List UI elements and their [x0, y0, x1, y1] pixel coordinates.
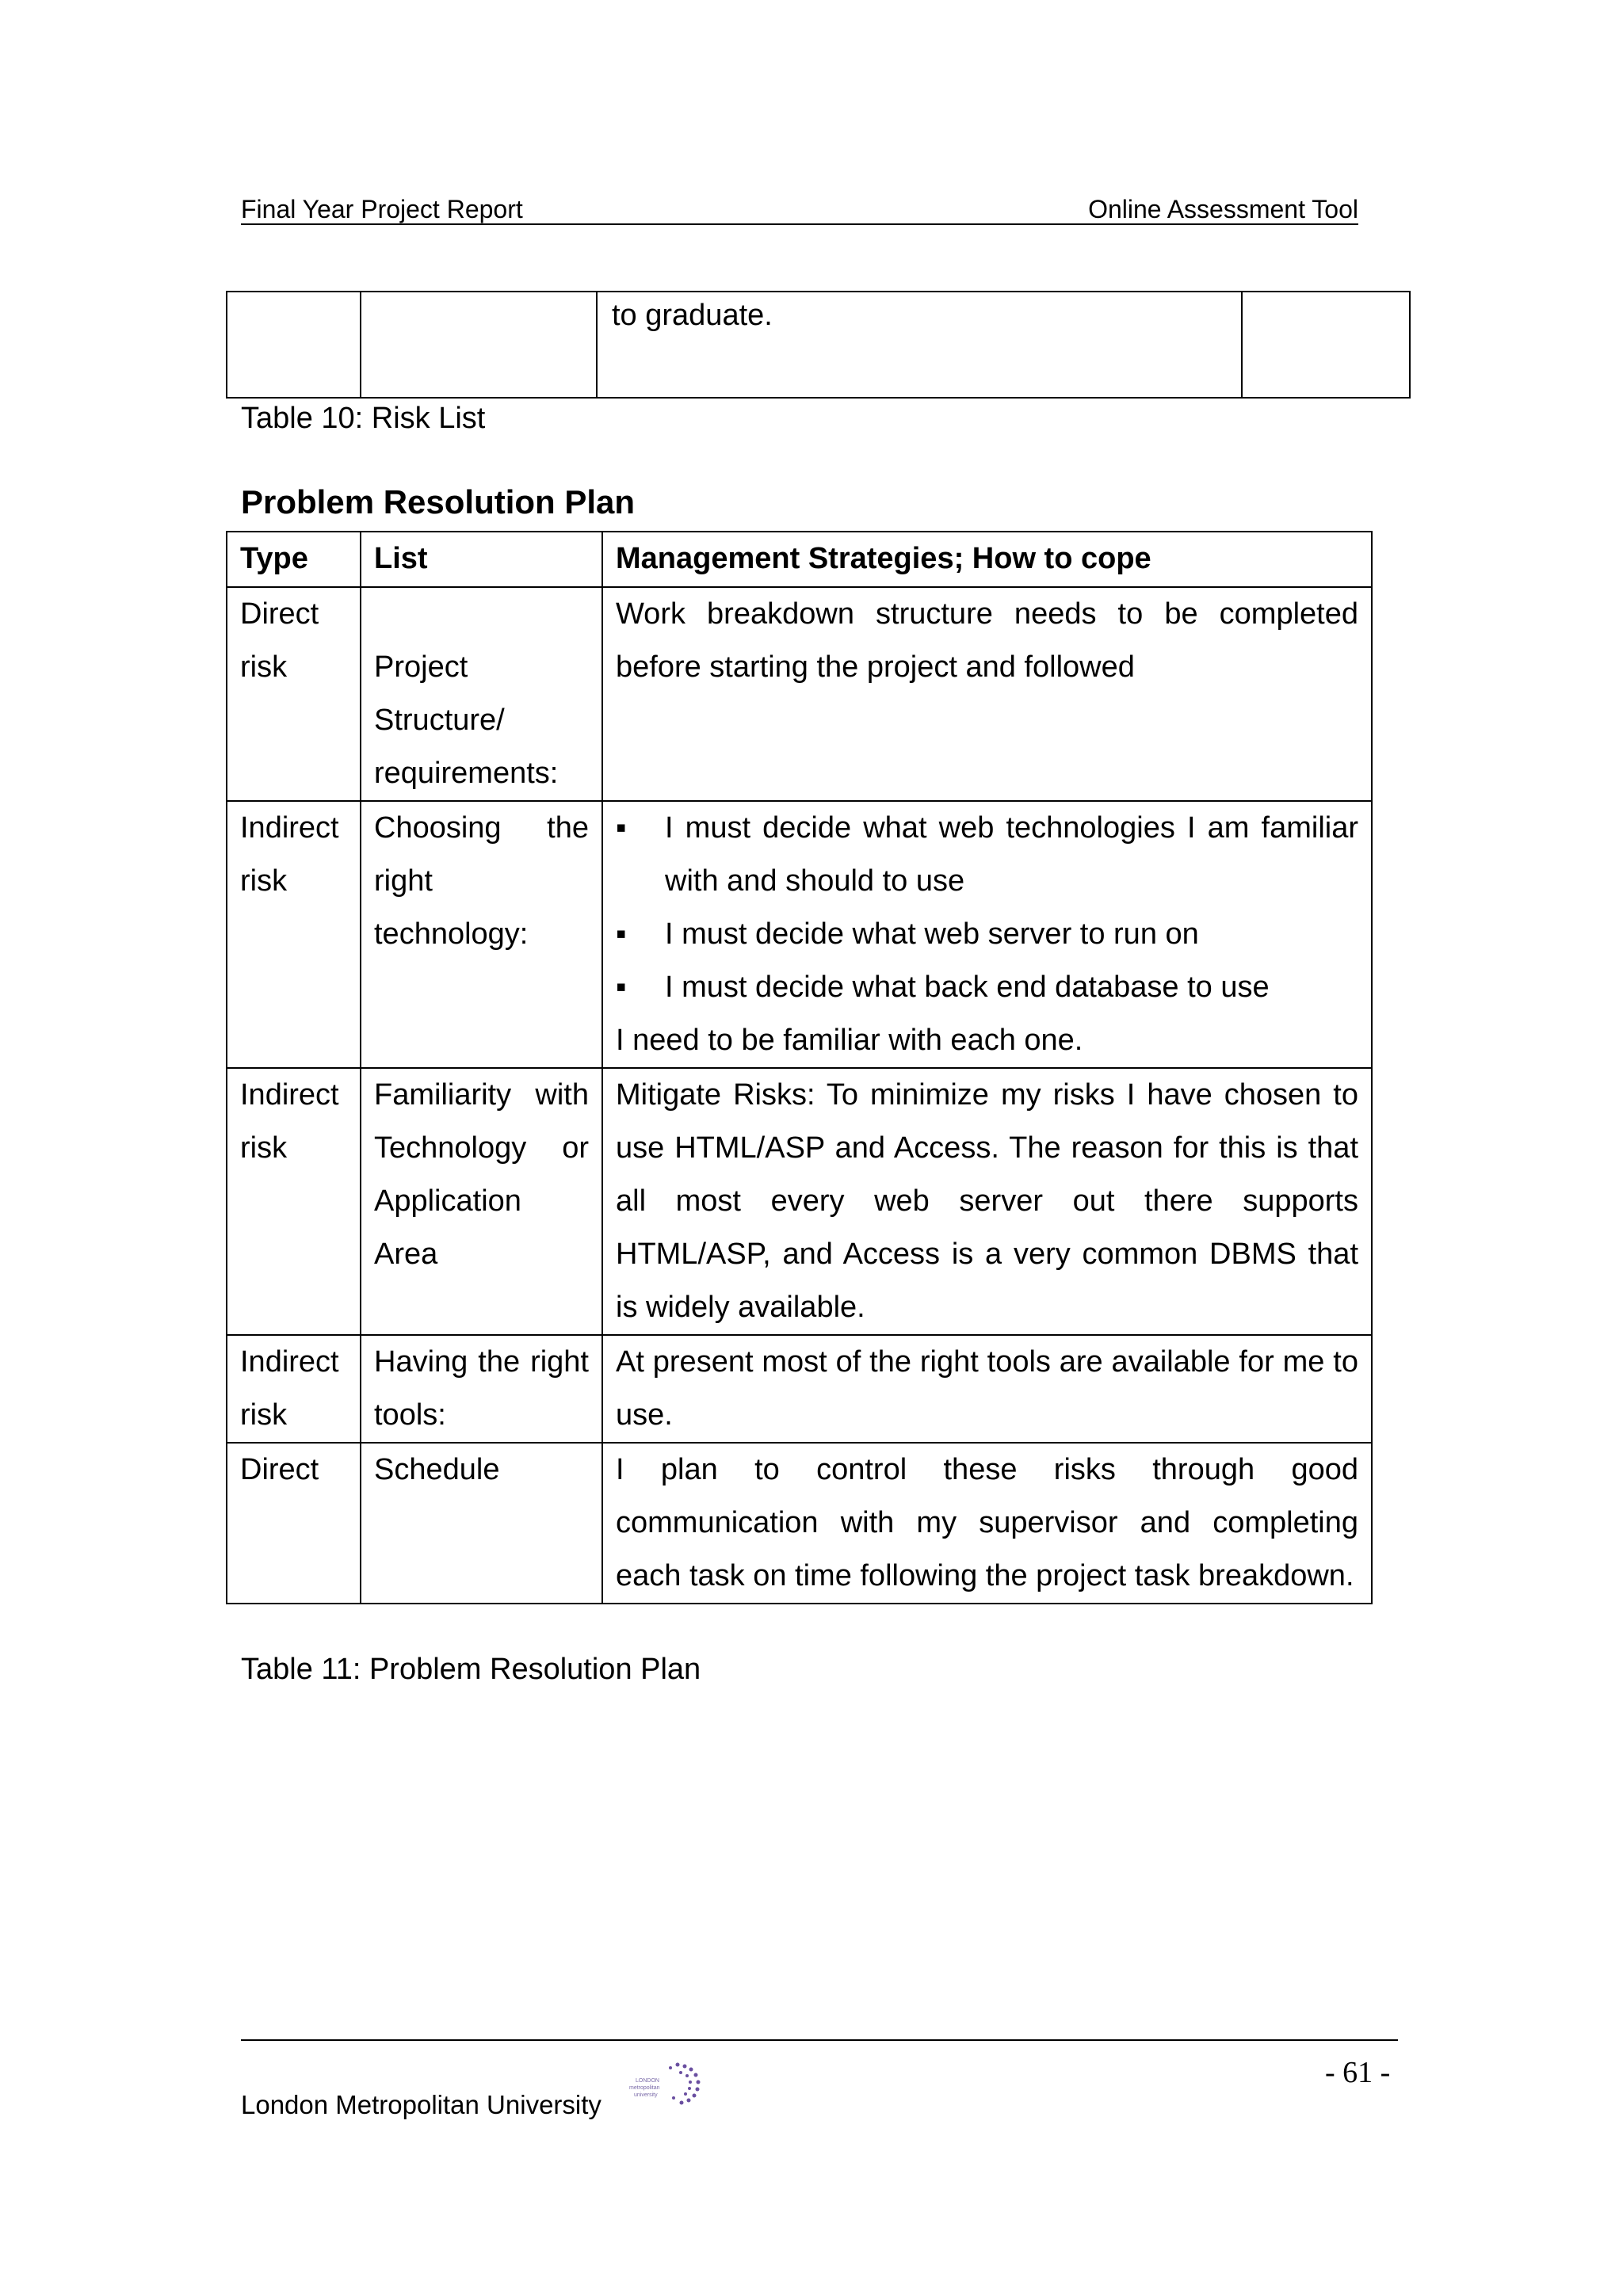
risk-type-cell: Direct risk	[227, 587, 361, 801]
risk-list-cell: Choosing the right technology:	[361, 801, 602, 1068]
section-title: Problem Resolution Plan	[241, 483, 636, 521]
strategy-bullet-list	[616, 802, 1358, 1014]
risk-type-cell: Indirect risk	[227, 1068, 361, 1335]
header-left-title: Final Year Project Report	[241, 195, 523, 223]
strategy-cell	[602, 801, 1372, 1068]
column-header-type: Type	[227, 532, 361, 587]
table-11-caption: Table 11: Problem Resolution Plan	[241, 1653, 701, 1686]
risk-type-cell: Indirect risk	[227, 801, 361, 1068]
list-item: ▪ I must decide what back end database to use	[616, 961, 1358, 1014]
column-header-list: List	[361, 532, 602, 587]
risk-list-cell	[361, 587, 602, 801]
risk-list-table-continuation	[226, 291, 1411, 399]
footer-divider	[241, 2039, 1398, 2041]
problem-resolution-table	[226, 531, 1373, 1604]
table-header-row	[227, 532, 1372, 587]
risk-type-cell: Direct	[227, 1443, 361, 1604]
risk-type-cell: Indirect risk	[227, 1335, 361, 1443]
logo-text-line-2: metropolitan	[629, 2085, 660, 2091]
logo-text-line-3: university	[634, 2092, 658, 2098]
table-cell: to graduate.	[597, 292, 1242, 398]
table-row	[227, 587, 1372, 801]
table-row	[227, 1443, 1372, 1604]
list-item: ▪ I must decide what web server to run on	[616, 908, 1358, 961]
table-row	[227, 292, 1410, 398]
table-row	[227, 1335, 1372, 1443]
strategy-note: I need to be familiar with each one.	[616, 1024, 1083, 1057]
risk-list-cell: Familiarity with Technology or Application Area	[361, 1068, 602, 1335]
strategy-cell: At present most of the right tools are available for me to use.	[602, 1335, 1372, 1443]
table-row	[227, 801, 1372, 1068]
footer-university-name: London Metropolitan University	[241, 2090, 601, 2119]
risk-list-cell: Having the right tools:	[361, 1335, 602, 1443]
strategy-cell: Mitigate Risks: To minimize my risks I have chosen to use HTML/ASP and Access. The reason for this is that all most every web server out there supports HTML/ASP, and Access is a very common DBMS that is widely available.	[602, 1068, 1372, 1335]
university-logo-icon	[618, 2058, 705, 2114]
page-number: - 61 -	[1325, 2056, 1391, 2089]
risk-list-text: Project Structure/ requirements:	[374, 650, 559, 790]
table-cell	[361, 292, 597, 398]
table-cell	[227, 292, 361, 398]
table-cell	[1242, 292, 1410, 398]
logo-text-line-1: LONDON	[636, 2078, 659, 2084]
table-row	[227, 1068, 1372, 1335]
header-right-title: Online Assessment Tool	[1088, 195, 1358, 223]
strategy-cell: Work breakdown structure needs to be completed before starting the project and followed	[602, 587, 1372, 801]
table-10-caption: Table 10: Risk List	[241, 402, 486, 435]
strategy-cell: I plan to control these risks through good communication with my supervisor and completing each task on time following the project task breakdown.	[602, 1443, 1372, 1604]
column-header-strategies: Management Strategies; How to cope	[602, 532, 1372, 587]
page-header	[241, 193, 1358, 225]
list-item: ▪ I must decide what web technologies I am familiar with and should to use	[616, 802, 1358, 908]
risk-list-cell: Schedule	[361, 1443, 602, 1604]
